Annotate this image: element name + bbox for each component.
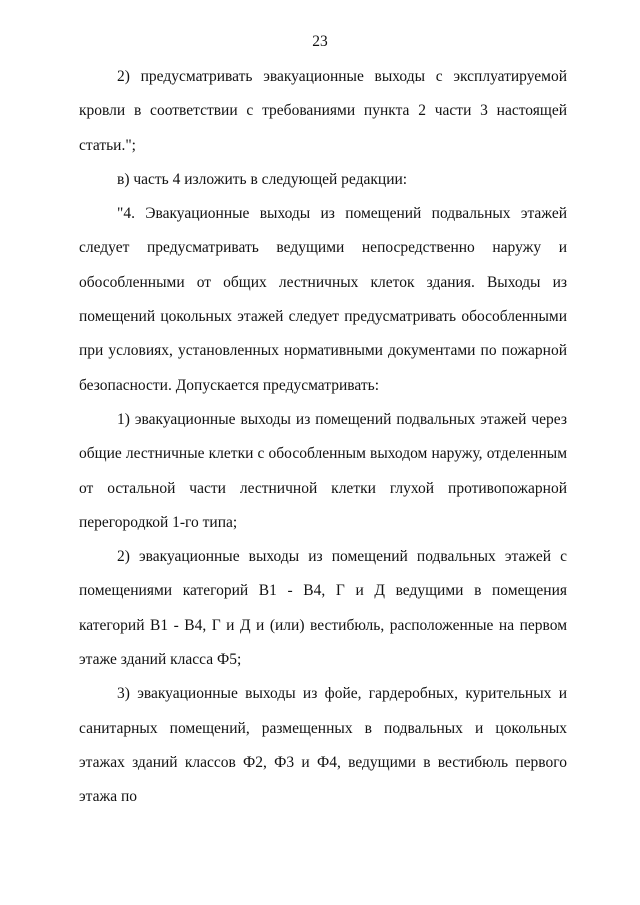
document-body <box>79 60 567 815</box>
page-number: 23 <box>312 33 328 50</box>
paragraph-item-2-roof-exits: 2) предусматривать эвакуационные выходы с эксплуатируемой кровли в соответствии с требованиями пункта 2 части 3 настоящей статьи."; <box>79 68 567 154</box>
paragraph-part-4-intro: в) часть 4 изложить в следующей редакции: <box>117 170 408 188</box>
paragraph-item-3: 3) эвакуационные выходы из фойе, гардеробных, курительных и санитарных помещений, размещенных в подвальных и цокольных этажах зданий классов Ф2, Ф3 и Ф4, ведущими в вестибюль первого этажа по <box>79 685 567 806</box>
paragraph-item-1: 1) эвакуационные выходы из помещений подвальных этажей через общие лестничные клетки с обособленным выходом наружу, отделенным от остальной части лестничной клетки глухой противопожарной перегородкой 1-го типа; <box>79 410 567 531</box>
paragraph-item-2: 2) эвакуационные выходы из помещений подвальных этажей с помещениями категорий В1 - В4, Г и Д ведущими в помещения категорий В1 - В4, Г и Д и (или) вестибюль, расположенные на первом этаже зданий класса Ф5; <box>79 548 567 669</box>
paragraph-part-4-text: "4. Эвакуационные выходы из помещений подвальных этажей следует предусматривать ведущими непосредственно наружу и обособленными от общих лестничных клеток здания. Выходы из помещений цокольных этажей следует предусматривать обособленными при условиях, установленных нормативными документами по пожарной безопасности. Допускается предусматривать: <box>79 205 567 394</box>
